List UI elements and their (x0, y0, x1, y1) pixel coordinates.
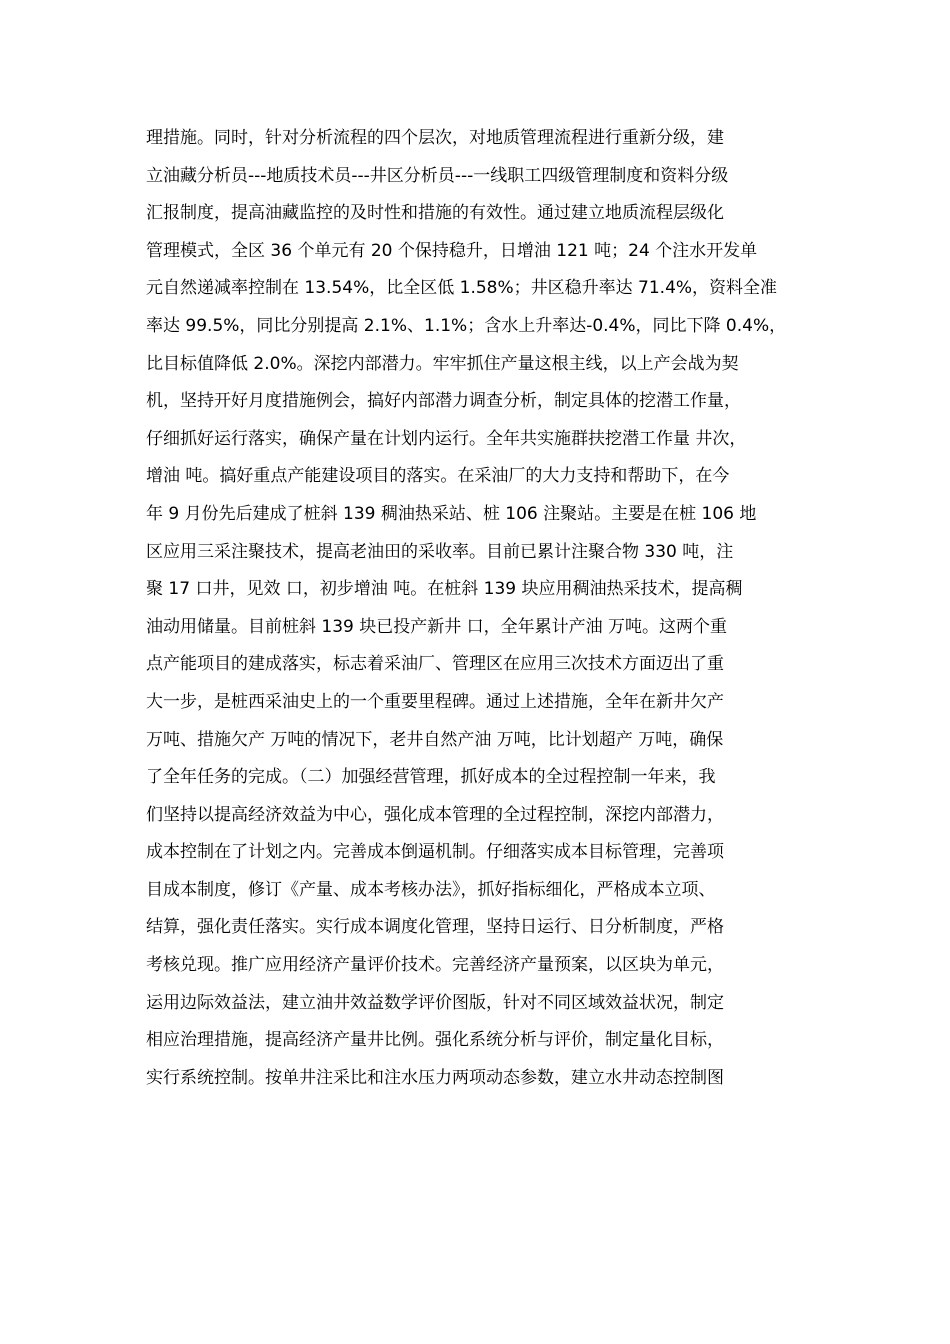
text-line: 汇报制度，提高油藏监控的及时性和措施的有效性。通过建立地质流程层级化 (146, 203, 724, 224)
text-line: 率达 99.5%，同比分别提高 2.1%、1.1%；含水上升率达-0.4%，同比下降 0.4%， (146, 315, 787, 336)
text-line: 区应用三采注聚技术，提高老油田的采收率。目前已累计注聚合物 330 吨，注 (146, 541, 734, 562)
text-line: 相应治理措施，提高经济产量井比例。强化系统分析与评价，制定量化目标， (146, 1030, 724, 1051)
text-line: 立油藏分析员---地质技术员---井区分析员---一线职工四级管理制度和资料分级 (146, 165, 729, 186)
text-line: 成本控制在了计划之内。完善成本倒逼机制。仔细落实成本目标管理，完善项 (146, 842, 724, 863)
text-line: 大一步，是桩西采油史上的一个重要里程碑。通过上述措施，全年在新井欠产 (146, 691, 724, 712)
text-line: 实行系统控制。按单井注采比和注水压力两项动态参数，建立水井动态控制图 (146, 1067, 724, 1088)
text-line: 运用边际效益法，建立油井效益数学评价图版，针对不同区域效益状况，制定 (146, 992, 724, 1013)
text-line: 们坚持以提高经济效益为中心，强化成本管理的全过程控制，深挖内部潜力， (146, 804, 724, 825)
text-line: 考核兑现。推广应用经济产量评价技术。完善经济产量预案，以区块为单元， (146, 955, 724, 976)
text-line: 万吨、措施欠产 万吨的情况下，老井自然产油 万吨，比计划超产 万吨，确保 (146, 729, 724, 750)
text-line: 聚 17 口井，见效 口，初步增油 吨。在桩斜 139 块应用稠油热采技术，提高稠 (146, 579, 743, 600)
text-line: 机，坚持开好月度措施例会，搞好内部潜力调查分析，制定具体的挖潜工作量， (146, 391, 741, 412)
text-line: 管理模式，全区 36 个单元有 20 个保持稳升，日增油 121 吨；24 个注水开发单 (146, 240, 758, 261)
text-line: 比目标值降低 2.0%。深挖内部潜力。牢牢抓住产量这根主线，以上产会战为契 (146, 353, 739, 374)
text-line: 点产能项目的建成落实，标志着采油厂、管理区在应用三次技术方面迈出了重 (146, 654, 724, 675)
text-line: 结算，强化责任落实。实行成本调度化管理，坚持日运行、日分析制度，严格 (146, 917, 724, 938)
text-line: 仔细抓好运行落实，确保产量在计划内运行。全年共实施群扶挖潜工作量 井次， (146, 428, 747, 449)
body-text (146, 120, 816, 1097)
text-line: 油动用储量。目前桩斜 139 块已投产新井 口，全年累计产油 万吨。这两个重 (146, 616, 728, 637)
text-line: 年 9 月份先后建成了桩斜 139 稠油热采站、桩 106 注聚站。主要是在桩 106 地 (146, 503, 757, 524)
text-line: 元自然递减率控制在 13.54%，比全区低 1.58%；井区稳升率达 71.4%，资料全准 (146, 278, 778, 299)
text-line: 目成本制度，修订《产量、成本考核办法》，抓好指标细化，严格成本立项、 (146, 879, 716, 900)
text-line: 了全年任务的完成。（二）加强经营管理，抓好成本的全过程控制一年来，我 (146, 767, 716, 788)
text-line: 理措施。同时，针对分析流程的四个层次，对地质管理流程进行重新分级，建 (146, 128, 724, 148)
text-line: 增油 吨。搞好重点产能建设项目的落实。在采油厂的大力支持和帮助下，在今 (146, 466, 730, 487)
